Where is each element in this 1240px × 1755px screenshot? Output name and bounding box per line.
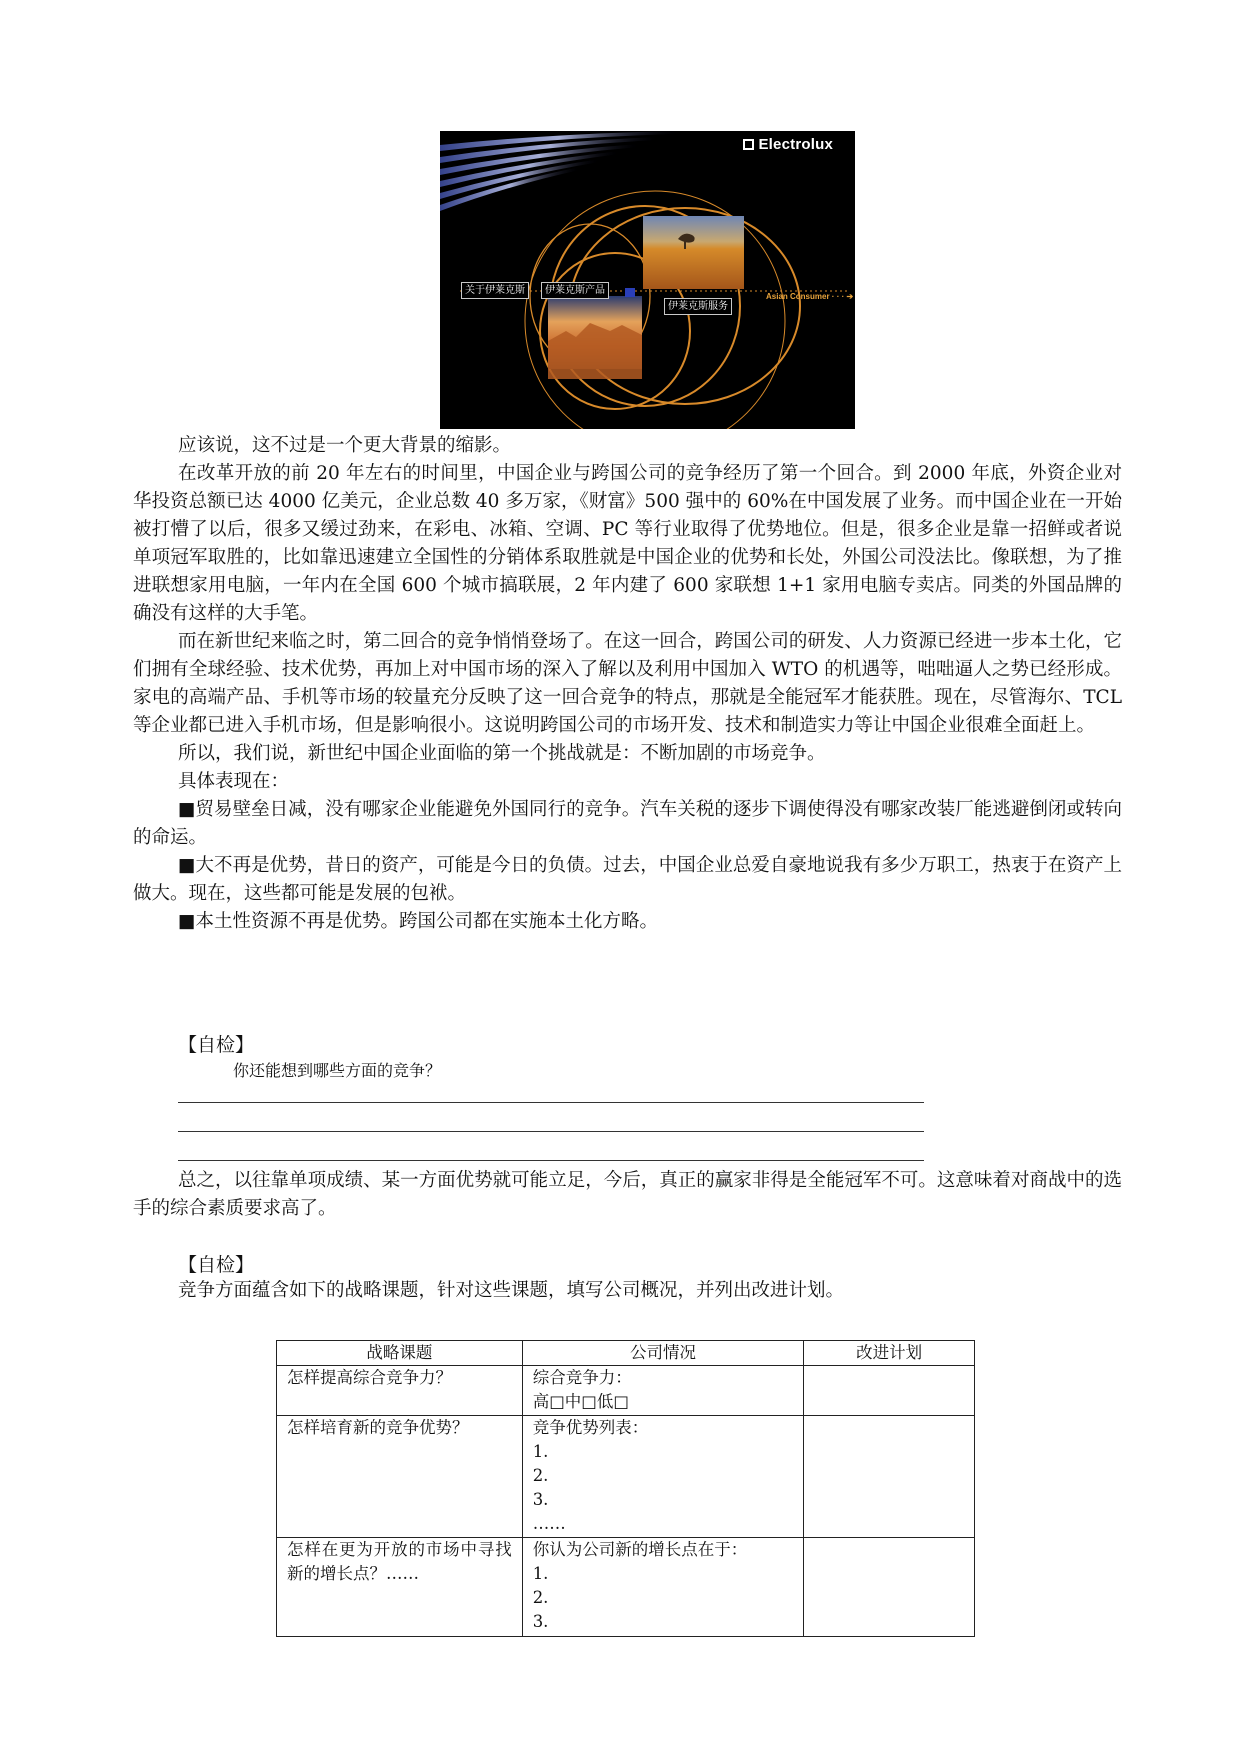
paragraph: 应该说，这不过是一个更大背景的缩影。 bbox=[178, 435, 512, 456]
table-row bbox=[277, 1538, 975, 1637]
status-line: 3. bbox=[532, 1612, 549, 1631]
bullet-item: ■大不再是优势，昔日的资产，可能是今日的负债。过去，中国企业总爱自豪地说我有多少万职工，热衷于在资产上做大。现在，这些都可能是发展的包袱。 bbox=[133, 855, 1122, 904]
status-line: 1. bbox=[532, 1564, 549, 1583]
bullet-item: ■贸易壁垒日减，没有哪家企业能避免外国同行的竞争。汽车关税的逐步下调使得没有哪家改装厂能逃避倒闭或转向的命运。 bbox=[133, 799, 1122, 848]
plan-cell[interactable] bbox=[804, 1366, 975, 1416]
table-header-row bbox=[277, 1341, 975, 1366]
answer-line[interactable] bbox=[178, 1102, 924, 1103]
answer-line[interactable] bbox=[178, 1131, 924, 1132]
body-text-block bbox=[133, 432, 1122, 936]
plan-cell[interactable] bbox=[804, 1416, 975, 1538]
selfcheck-heading: 【自检】 bbox=[178, 1034, 255, 1056]
status-line: 你认为公司新的增长点在于： bbox=[532, 1540, 748, 1559]
table-header: 公司情况 bbox=[522, 1341, 804, 1366]
topic-cell: 怎样培育新的竞争优势？ bbox=[277, 1416, 523, 1538]
electrolux-logo: Electrolux bbox=[743, 136, 833, 153]
selfcheck-heading-2: 【自检】 bbox=[178, 1254, 255, 1276]
status-line: 2. bbox=[532, 1588, 549, 1607]
paragraph: 具体表现在： bbox=[178, 771, 290, 792]
topic-cell: 怎样在更为开放的市场中寻找新的增长点？…… bbox=[277, 1538, 523, 1637]
status-line: 1. bbox=[532, 1442, 549, 1461]
table-header: 改进计划 bbox=[804, 1341, 975, 1366]
selfcheck-question: 你还能想到哪些方面的竞争？ bbox=[233, 1061, 442, 1080]
summary-block bbox=[133, 1167, 1122, 1223]
table-header: 战略课题 bbox=[277, 1341, 523, 1366]
paragraph: 所以，我们说，新世纪中国企业面临的第一个挑战就是：不断加剧的市场竞争。 bbox=[178, 743, 826, 764]
status-cell[interactable] bbox=[522, 1416, 804, 1538]
electrolux-banner-image bbox=[440, 131, 855, 429]
answer-line[interactable] bbox=[178, 1160, 924, 1161]
selfcheck-intro-block bbox=[133, 1277, 1122, 1305]
status-cell[interactable] bbox=[522, 1366, 804, 1416]
paragraph: 在改革开放的前 20 年左右的时间里，中国企业与跨国公司的竞争经历了第一个回合。到 2000 年底，外资企业对华投资总额已达 4000 亿美元，企业总数 40 多万家，《财富》500 强中的 60%在中国发展了业务。而中国企业在一开始被打懵了以后，很多又缓过劲来，在彩电、冰箱、空调、PC 等行业取得了优势地位。但是，很多企业是靠一招鲜或者说单项冠军取胜的，比如靠迅速建立全国性的分销体系取胜就是中国企业的优势和长处，外国公司没法比。像联想，为了推进联想家用电脑，一年内在全国 600 个城市搞联展，2 年内建了 600 家联想 1+1 家用电脑专卖店。同类的外国品牌的确没有这样的大手笔。 bbox=[133, 463, 1122, 624]
summary-paragraph: 总之，以往靠单项成绩、某一方面优势就可能立足，今后，真正的赢家非得是全能冠军不可。这意味着对商战中的选手的综合素质要求高了。 bbox=[133, 1170, 1122, 1219]
status-line: 竞争优势列表： bbox=[532, 1418, 649, 1437]
electrolux-service-button[interactable]: 伊莱克斯服务 bbox=[664, 298, 732, 315]
status-line: …… bbox=[532, 1514, 566, 1533]
status-line: 综合竞争力： bbox=[532, 1368, 632, 1387]
table-row bbox=[277, 1416, 975, 1538]
asian-consumer-link[interactable]: Asian Consumer · · · ➔ bbox=[766, 292, 854, 301]
strategy-table bbox=[276, 1340, 975, 1637]
bullet-item: ■本土性资源不再是优势。跨国公司都在实施本土化方略。 bbox=[178, 911, 658, 932]
table-row bbox=[277, 1366, 975, 1416]
banner-graphic bbox=[440, 131, 855, 429]
status-line: 3. bbox=[532, 1490, 549, 1509]
topic-cell: 怎样提高综合竞争力？ bbox=[277, 1366, 523, 1416]
paragraph: 而在新世纪来临之时，第二回合的竞争悄悄登场了。在这一回合，跨国公司的研发、人力资源已经进一步本土化，它们拥有全球经验、技术优势，再加上对中国市场的深入了解以及利用中国加入 WTO 的机遇等，咄咄逼人之势已经形成。家电的高端产品、手机等市场的较量充分反映了这一回合竞争的特点，那就是全能冠军才能获胜。现在，尽管海尔、TCL 等企业都已进入手机市场，但是影响很小。这说明跨国公司的市场开发、技术和制造实力等让中国企业很难全面赶上。 bbox=[133, 631, 1122, 736]
plan-cell[interactable] bbox=[804, 1538, 975, 1637]
rating-checkboxes[interactable]: 高□中□低□ bbox=[532, 1392, 629, 1411]
status-line: 2. bbox=[532, 1466, 549, 1485]
selfcheck-intro: 竞争方面蕴含如下的战略课题，针对这些课题，填写公司概况，并列出改进计划。 bbox=[178, 1280, 845, 1301]
status-cell[interactable] bbox=[522, 1538, 804, 1637]
electrolux-products-button[interactable]: 伊莱克斯产品 bbox=[541, 282, 609, 299]
about-electrolux-button[interactable]: 关于伊莱克斯 bbox=[461, 282, 529, 299]
